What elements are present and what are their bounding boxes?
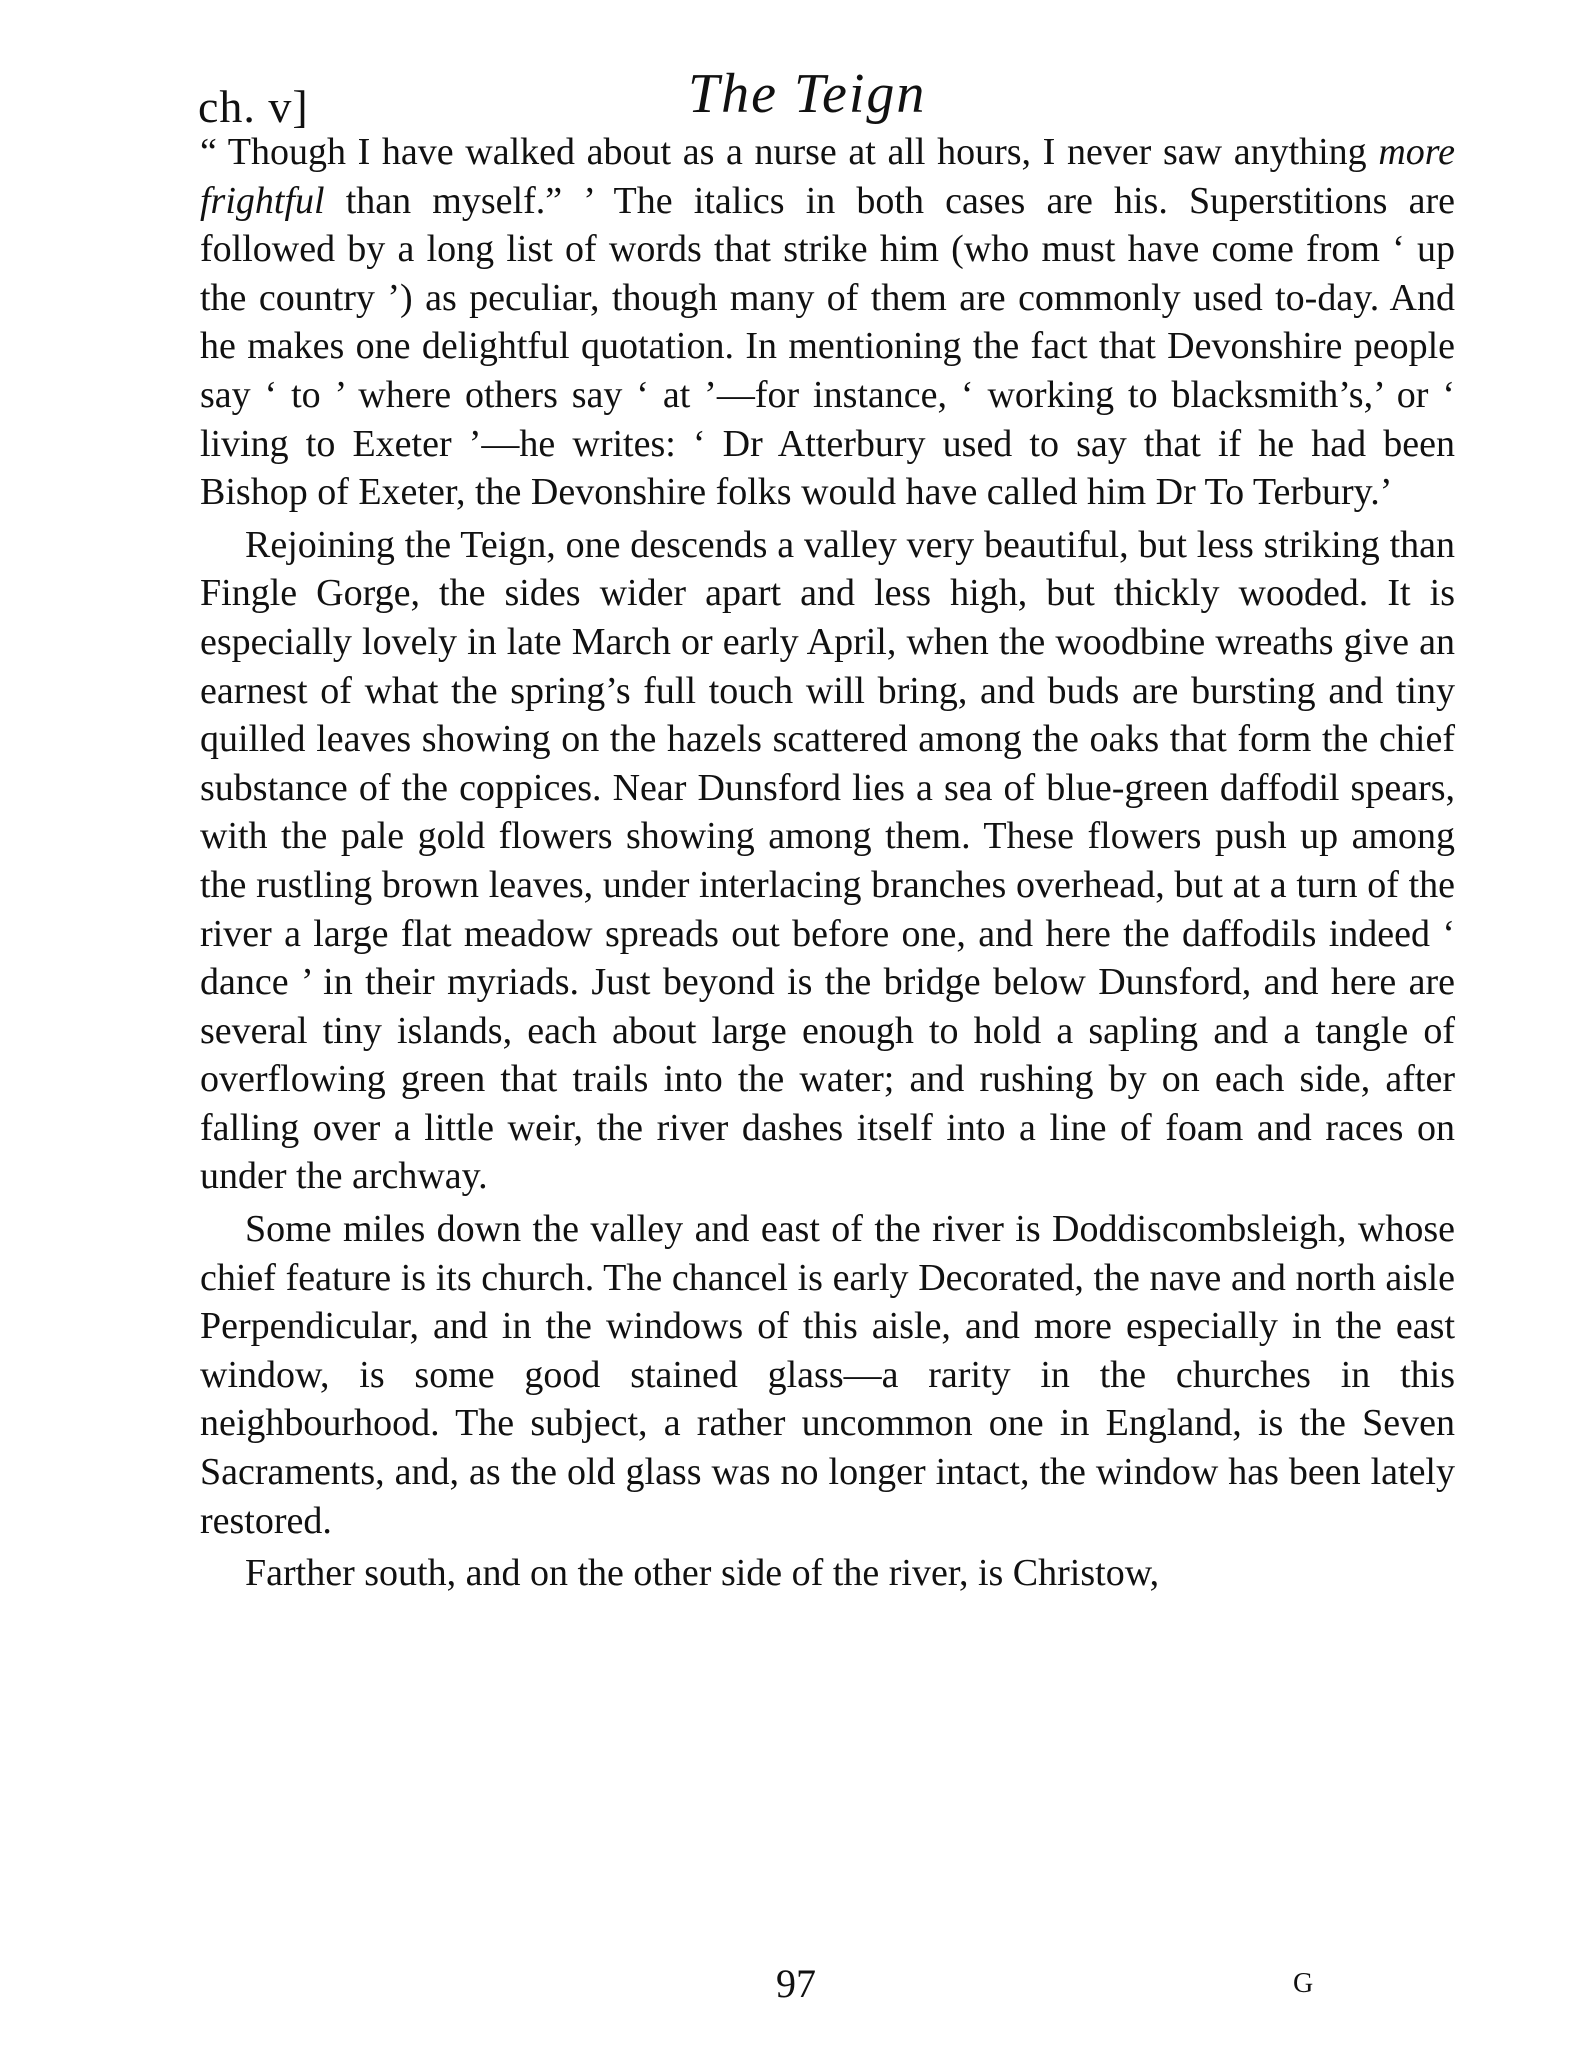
text-run: Rejoining the Teign, one descends a valley very beautiful, but less striking than Fingle Gorge, the sides wider apart and less high, but thickly wooded. It is especially lovely in late March or early April, when the woodbine wreaths give an earnest of what the spring’s full touch will bring, and buds are bursting and tiny quilled leaves showing on the hazels scattered among the oaks that form the chief substance of the coppices. Near Dunsford lies a sea of blue-green daffodil spears, with the pale gold flowers showing among them. These flowers push up among the rustling brown leaves, under interlacing branches overhead, but at a turn of the river a large flat meadow spreads out before one, and here the daffodils indeed ‘ dance ’ in their myriads. Just beyond is the bridge below Dunsford, and here are several tiny islands, each about large enough to hold a sapling and a tangle of overflowing green that trails into the water; and rushing by on each side, after falling over a little weir, the river dashes itself into a line of foam and races on under the archway.: [200, 523, 1455, 1198]
paragraph: [200, 1205, 1455, 1545]
printer-signature-mark: G: [1293, 1968, 1314, 1999]
paragraph-continued: [200, 128, 1455, 517]
page-number: 97: [776, 1961, 816, 2006]
text-run: than myself.” ’ The italics in both cases are his. Superstitions are followed by a long list of words that strike him (who must have come from ‘ up the country ’) as peculiar, though many of them are commonly used to-day. And he makes one delightful quotation. In mentioning the fact that Devonshire people say ‘ to ’ where others say ‘ at ’—for instance, ‘ working to blacksmith’s,’ or ‘ living to Exeter ’—he writes: ‘ Dr Atterbury used to say that if he had been Bishop of Exeter, the Devonshire folks would have called him Dr To Terbury.’: [200, 179, 1455, 514]
running-title: The Teign: [688, 63, 927, 125]
chapter-reference: ch. v]: [198, 81, 309, 132]
paragraph: [200, 1549, 1455, 1598]
text-run: Some miles down the valley and east of the river is Doddiscombsleigh, whose chief feature is its church. The chancel is early Decorated, the nave and north aisle Perpendicular, and in the windows of this aisle, and more especially in the east window, is some good stained glass—a rarity in the churches in this neighbourhood. The subject, a rather uncommon one in England, is the Seven Sacraments, and, as the old glass was no longer intact, the window has been lately restored.: [200, 1208, 1455, 1542]
body-text: [200, 128, 1455, 1598]
page-footer: [0, 1960, 1578, 2020]
paragraph: [200, 521, 1455, 1201]
text-run: Farther south, and on the other side of the river, is Christow,: [245, 1552, 1160, 1595]
text-run: “ Though I have walked about as a nurse at all hours, I never saw anything: [200, 131, 1379, 173]
italic-text-run: more frightful: [200, 131, 1455, 222]
